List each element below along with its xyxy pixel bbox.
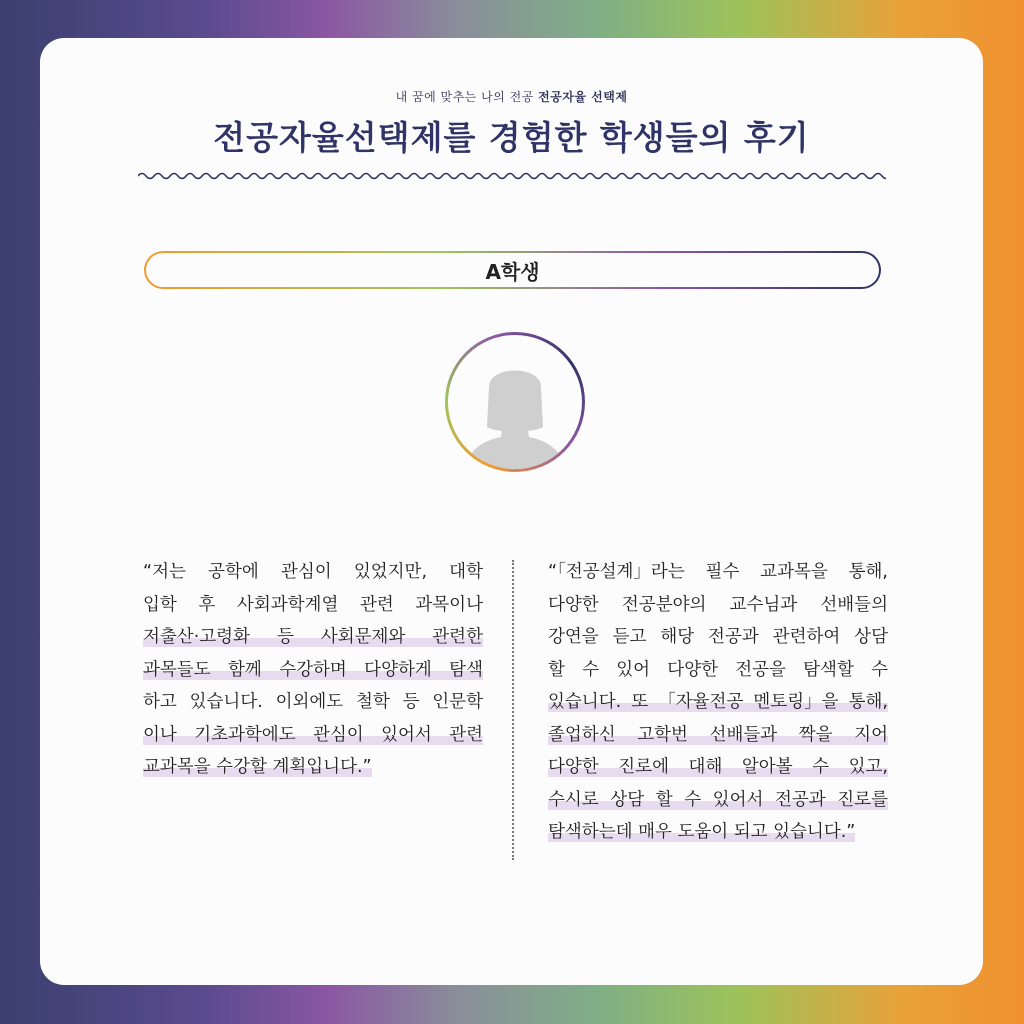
page-title: 전공자율선택제를 경험한 학생들의 후기 xyxy=(213,118,810,157)
quote-left-line xyxy=(143,556,483,589)
quote-left-line-3: 저출산·고령화 등 사회문제와 관련한 xyxy=(143,627,483,647)
quote-right-line xyxy=(548,654,888,687)
quote-left-line xyxy=(143,686,483,719)
quote-right-line xyxy=(548,784,888,817)
quote-right-line xyxy=(548,621,888,654)
quote-left-line-1: “저는 공학에 관심이 있었지만, 대학 xyxy=(143,562,483,582)
quote-left-line xyxy=(143,621,483,654)
quote-right-line xyxy=(548,589,888,622)
quote-right-line xyxy=(548,751,888,784)
content-card xyxy=(40,38,983,985)
quote-right-line-9: 탐색하는데 매우 도움이 되고 있습니다.” xyxy=(548,822,856,842)
quote-left-line-4: 과목들도 함께 수강하며 다양하게 탐색 xyxy=(143,659,483,680)
quote-right-line-8: 수시로 상담 할 수 있어서 전공과 진로를 xyxy=(548,789,888,810)
avatar xyxy=(445,332,585,472)
column-divider xyxy=(512,560,514,860)
header-subtitle xyxy=(40,88,983,105)
person-silhouette-icon xyxy=(465,357,565,469)
quote-left-line-6: 이나 기초과학에도 관심이 있어서 관련 xyxy=(143,724,483,745)
subtitle-prefix: 내 꿈에 맞추는 나의 전공 xyxy=(395,90,534,104)
quote-left xyxy=(143,556,483,784)
quote-left-line-5: 하고 있습니다. 이외에도 철학 등 인문학 xyxy=(143,692,483,712)
quote-right-line xyxy=(548,719,888,752)
student-label-badge xyxy=(144,251,881,289)
quote-left-line xyxy=(143,719,483,752)
quote-right-line-2: 다양한 전공분야의 교수님과 선배들의 xyxy=(548,594,888,615)
quote-right xyxy=(548,556,888,849)
quote-right-line-3: 강연을 듣고 해당 전공과 관련하여 상담 xyxy=(548,627,888,647)
quote-left-line xyxy=(143,589,483,622)
student-label: A학생 xyxy=(485,259,540,284)
quote-right-line-1: “「전공설계」라는 필수 교과목을 통해, xyxy=(548,562,888,582)
subtitle-bold: 전공자율 선택제 xyxy=(538,90,628,104)
quote-right-line xyxy=(548,686,888,719)
quote-right-line-7: 다양한 진로에 대해 알아볼 수 있고, xyxy=(548,757,888,777)
quote-left-line-2: 입학 후 사회과학계열 관련 과목이나 xyxy=(143,594,483,615)
quote-right-line xyxy=(548,816,888,849)
quote-right-line-4: 할 수 있어 다양한 전공을 탐색할 수 xyxy=(548,659,888,680)
quote-right-line-6: 졸업하신 고학번 선배들과 짝을 지어 xyxy=(548,724,888,745)
quote-right-line xyxy=(548,556,888,589)
quote-left-line xyxy=(143,751,483,784)
quote-left-line xyxy=(143,654,483,687)
wavy-divider xyxy=(138,170,886,182)
quote-left-line-7: 교과목을 수강할 계획입니다.” xyxy=(143,757,372,777)
quote-right-line-5: 있습니다. 또 「자율전공 멘토링」을 통해, xyxy=(548,692,888,712)
